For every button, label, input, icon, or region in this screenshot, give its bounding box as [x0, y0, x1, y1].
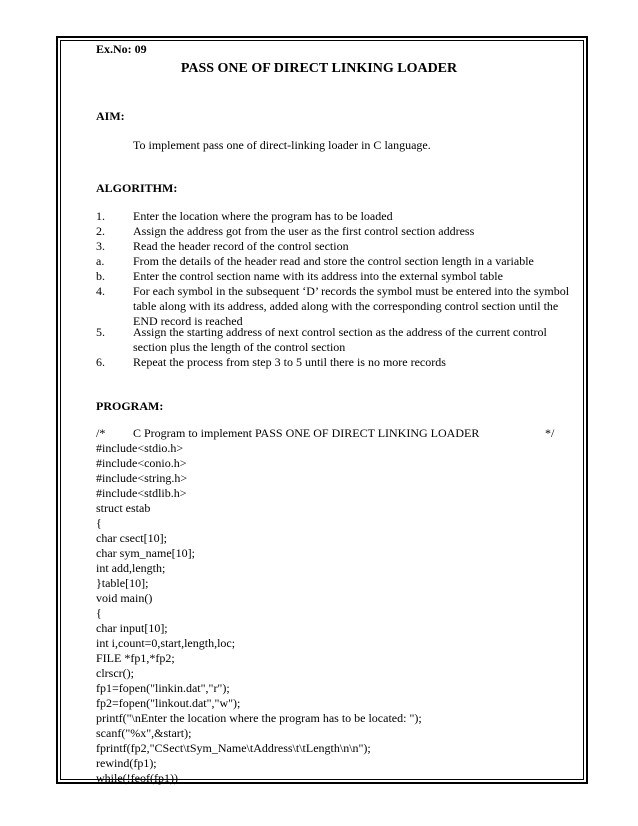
- code-line: char input[10];: [96, 621, 168, 635]
- exercise-number: Ex.No: 09: [96, 42, 147, 56]
- step-text: Assign the starting address of next control section as the address of the current control section plus the length of the control section: [133, 325, 547, 354]
- code-line: }table[10];: [96, 576, 149, 590]
- code-line: fp2=fopen("linkout.dat","w");: [96, 696, 241, 710]
- code-line: #include<conio.h>: [96, 456, 187, 470]
- code-line: int i,count=0,start,length,loc;: [96, 636, 236, 650]
- step-number: 2.: [96, 224, 105, 238]
- code-line: #include<stdio.h>: [96, 441, 184, 455]
- code-line: rewind(fp1);: [96, 756, 157, 770]
- step-number: 3.: [96, 239, 105, 253]
- code-line: #include<string.h>: [96, 471, 188, 485]
- step-text: Enter the control section name with its address into the external symbol table: [133, 269, 503, 283]
- step-text: For each symbol in the subsequent ‘D’ records the symbol must be entered into the symbol table along with its address, added along with the corresponding control section until the END record is reached: [133, 284, 570, 328]
- comment-open: /*: [96, 426, 106, 440]
- step-number: 6.: [96, 355, 105, 369]
- step-text: Enter the location where the program has to be loaded: [133, 209, 393, 223]
- aim-text: To implement pass one of direct-linking loader in C language.: [133, 138, 431, 152]
- page-title: PASS ONE OF DIRECT LINKING LOADER: [180, 61, 458, 76]
- step-number: 4.: [96, 284, 105, 298]
- code-line: {: [96, 606, 102, 620]
- aim-heading: AIM:: [96, 109, 125, 123]
- code-line: fp1=fopen("linkin.dat","r");: [96, 681, 230, 695]
- step-text: Read the header record of the control section: [133, 239, 349, 253]
- code-line: clrscr();: [96, 666, 134, 680]
- step-text: From the details of the header read and store the control section length in a variable: [133, 254, 534, 268]
- code-line: FILE *fp1,*fp2;: [96, 651, 175, 665]
- code-line: char sym_name[10];: [96, 546, 195, 560]
- code-line: char csect[10];: [96, 531, 167, 545]
- comment-text: C Program to implement PASS ONE OF DIRECT LINKING LOADER: [133, 426, 480, 440]
- code-line: while(!feof(fp1)): [96, 771, 178, 785]
- step-number: b.: [96, 269, 105, 283]
- code-line: {: [96, 516, 102, 530]
- code-line: fprintf(fp2,"CSect\tSym_Name\tAddress\t\tLength\n\n");: [96, 741, 371, 755]
- code-line: struct estab: [96, 501, 151, 515]
- step-text: Assign the address got from the user as the first control section address: [133, 224, 475, 238]
- code-line: int add,length;: [96, 561, 166, 575]
- code-line: #include<stdlib.h>: [96, 486, 187, 500]
- program-heading: PROGRAM:: [96, 399, 164, 413]
- code-line: void main(): [96, 591, 153, 605]
- comment-close: */: [545, 426, 555, 440]
- code-line: printf("\nEnter the location where the program has to be located: ");: [96, 711, 422, 725]
- code-line: scanf("%x",&start);: [96, 726, 192, 740]
- step-text: Repeat the process from step 3 to 5 until there is no more records: [133, 355, 446, 369]
- algorithm-heading: ALGORITHM:: [96, 181, 178, 195]
- step-number: a.: [96, 254, 105, 268]
- step-number: 1.: [96, 209, 105, 223]
- step-number: 5.: [96, 325, 105, 339]
